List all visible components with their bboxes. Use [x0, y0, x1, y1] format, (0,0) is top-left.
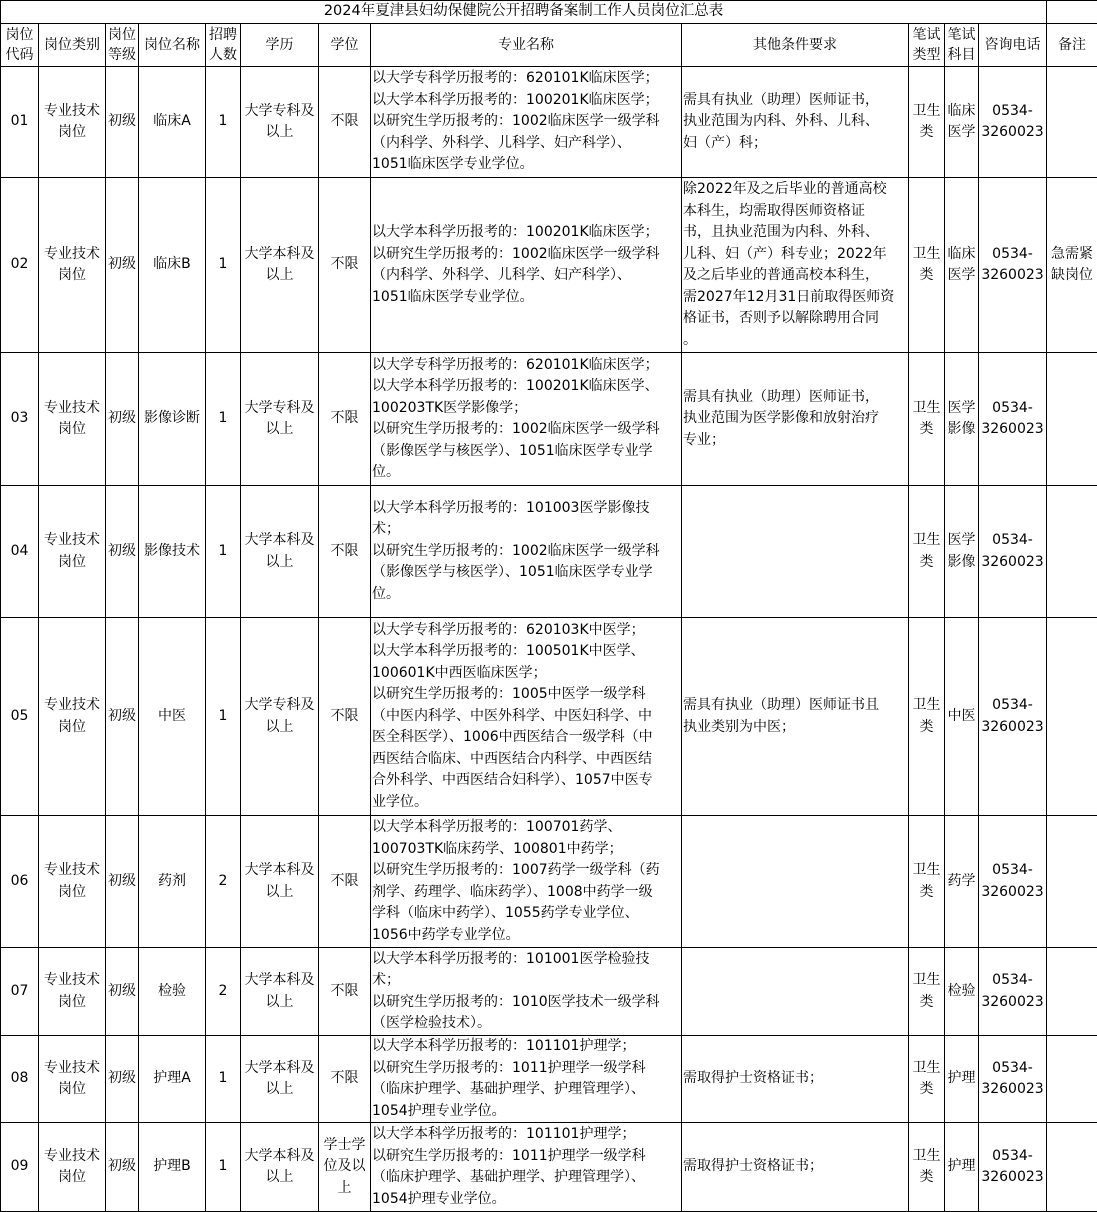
column-header: 岗位 等级 [106, 24, 139, 67]
cell-education: 大学本科及 以上 [241, 486, 319, 618]
cell-count: 2 [206, 948, 241, 1036]
cell-category: 专业技术 岗位 [39, 816, 106, 948]
cell-note [1047, 67, 1097, 178]
cell-exam-type: 卫生 类 [909, 816, 945, 948]
cell-level: 初级 [106, 948, 139, 1036]
column-header: 笔试 类型 [909, 24, 945, 67]
cell-code: 07 [1, 948, 39, 1036]
cell-note [1047, 353, 1097, 486]
cell-degree: 不限 [319, 353, 371, 486]
table-row [1, 816, 1097, 948]
header-row [1, 24, 1097, 67]
cell-other [682, 816, 909, 948]
column-header: 备注 [1047, 24, 1097, 67]
cell-exam-type: 卫生 类 [909, 486, 945, 618]
cell-other: 需取得护士资格证书； [682, 1123, 909, 1212]
cell-exam-type: 卫生 类 [909, 67, 945, 178]
cell-exam-subject: 检验 [945, 948, 979, 1036]
cell-education: 大学专科及 以上 [241, 618, 319, 816]
cell-education: 大学本科及 以上 [241, 178, 319, 353]
cell-phone: 0534- 3260023 [979, 816, 1047, 948]
cell-exam-subject: 医学 影像 [945, 353, 979, 486]
cell-code: 05 [1, 618, 39, 816]
cell-code: 01 [1, 67, 39, 178]
cell-category: 专业技术 岗位 [39, 486, 106, 618]
cell-exam-type: 卫生 类 [909, 178, 945, 353]
cell-exam-subject: 临床 医学 [945, 178, 979, 353]
cell-category: 专业技术 岗位 [39, 67, 106, 178]
cell-level: 初级 [106, 1123, 139, 1212]
table-row [1, 67, 1097, 178]
cell-phone: 0534- 3260023 [979, 178, 1047, 353]
cell-phone: 0534- 3260023 [979, 948, 1047, 1036]
cell-category: 专业技术 岗位 [39, 948, 106, 1036]
cell-major: 以大学本科学历报考的：101003医学影像技 术； 以研究生学历报考的：1002临床医学一级学科 （影像医学与核医学）、1051临床医学专业学 位。 [371, 486, 682, 618]
table-row [1, 618, 1097, 816]
cell-exam-type: 卫生 类 [909, 1036, 945, 1123]
cell-name: 护理A [139, 1036, 206, 1123]
cell-code: 09 [1, 1123, 39, 1212]
cell-education: 大学专科及 以上 [241, 353, 319, 486]
cell-level: 初级 [106, 486, 139, 618]
cell-degree: 不限 [319, 486, 371, 618]
cell-note [1047, 1036, 1097, 1123]
cell-name: 护理B [139, 1123, 206, 1212]
cell-category: 专业技术 岗位 [39, 1123, 106, 1212]
cell-major: 以大学本科学历报考的：101001医学检验技 术； 以研究生学历报考的：1010医学技术一级学科 （医学检验技术）。 [371, 948, 682, 1036]
cell-level: 初级 [106, 816, 139, 948]
cell-phone: 0534- 3260023 [979, 1036, 1047, 1123]
cell-note [1047, 618, 1097, 816]
cell-major: 以大学本科学历报考的：100201K临床医学； 以研究生学历报考的：1002临床医学一级学科 （内科学、外科学、儿科学、妇产科学）、 1051临床医学专业学位。 [371, 178, 682, 353]
cell-major: 以大学本科学历报考的：100701药学、 100703TK临床药学、100801中药学； 以研究生学历报考的：1007药学一级学科（药 剂学、药理学、临床药学）、1008中药学一级 学科（临床中药学）、1055药学专业学位、 1056中药学专业学位。 [371, 816, 682, 948]
cell-count: 1 [206, 618, 241, 816]
cell-note [1047, 948, 1097, 1036]
cell-exam-subject: 中医 [945, 618, 979, 816]
cell-phone: 0534- 3260023 [979, 486, 1047, 618]
cell-degree: 不限 [319, 948, 371, 1036]
cell-education: 大学专科及 以上 [241, 67, 319, 178]
cell-level: 初级 [106, 178, 139, 353]
cell-other: 需具有执业（助理）医师证书， 执业范围为医学影像和放射治疗 专业； [682, 353, 909, 486]
cell-phone: 0534- 3260023 [979, 353, 1047, 486]
cell-education: 大学本科及 以上 [241, 948, 319, 1036]
cell-code: 03 [1, 353, 39, 486]
column-header: 岗位类别 [39, 24, 106, 67]
cell-name: 影像技术 [139, 486, 206, 618]
cell-level: 初级 [106, 353, 139, 486]
table-row [1, 353, 1097, 486]
cell-name: 临床B [139, 178, 206, 353]
table-row [1, 486, 1097, 618]
cell-count: 2 [206, 816, 241, 948]
cell-exam-type: 卫生 类 [909, 948, 945, 1036]
cell-exam-type: 卫生 类 [909, 353, 945, 486]
cell-note [1047, 1123, 1097, 1212]
column-header: 其他条件要求 [682, 24, 909, 67]
cell-count: 1 [206, 353, 241, 486]
cell-major: 以大学本科学历报考的：101101护理学； 以研究生学历报考的：1011护理学一级学科 （临床护理学、基础护理学、护理管理学）、 1054护理专业学位。 [371, 1123, 682, 1212]
cell-note [1047, 816, 1097, 948]
column-header: 笔试 科目 [945, 24, 979, 67]
cell-code: 06 [1, 816, 39, 948]
cell-exam-subject: 药学 [945, 816, 979, 948]
column-header: 咨询电话 [979, 24, 1047, 67]
cell-degree: 学士学 位及以 上 [319, 1123, 371, 1212]
cell-name: 药剂 [139, 816, 206, 948]
cell-other: 需具有执业（助理）医师证书， 执业范围为内科、外科、儿科、 妇（产）科； [682, 67, 909, 178]
cell-degree: 不限 [319, 1036, 371, 1123]
table-row [1, 178, 1097, 353]
cell-count: 1 [206, 486, 241, 618]
cell-count: 1 [206, 1123, 241, 1212]
cell-phone: 0534- 3260023 [979, 1123, 1047, 1212]
table-row [1, 948, 1097, 1036]
cell-other [682, 948, 909, 1036]
cell-exam-type: 卫生 类 [909, 1123, 945, 1212]
cell-exam-type: 卫生 类 [909, 618, 945, 816]
cell-other: 需取得护士资格证书； [682, 1036, 909, 1123]
cell-exam-subject: 护理 [945, 1036, 979, 1123]
column-header: 学位 [319, 24, 371, 67]
table-title: 2024年夏津县妇幼保健院公开招聘备案制工作人员岗位汇总表 [1, 1, 1047, 24]
cell-category: 专业技术 岗位 [39, 1036, 106, 1123]
cell-count: 1 [206, 67, 241, 178]
cell-exam-subject: 临床 医学 [945, 67, 979, 178]
cell-major: 以大学本科学历报考的：101101护理学； 以研究生学历报考的：1011护理学一级学科 （临床护理学、基础护理学、护理管理学）、 1054护理专业学位。 [371, 1036, 682, 1123]
cell-code: 02 [1, 178, 39, 353]
cell-count: 1 [206, 178, 241, 353]
cell-degree: 不限 [319, 816, 371, 948]
cell-name: 中医 [139, 618, 206, 816]
cell-other: 需具有执业（助理）医师证书且 执业类别为中医； [682, 618, 909, 816]
cell-category: 专业技术 岗位 [39, 178, 106, 353]
cell-other [682, 486, 909, 618]
cell-note [1047, 486, 1097, 618]
cell-education: 大学本科及 以上 [241, 1123, 319, 1212]
cell-major: 以大学专科学历报考的：620101K临床医学； 以大学本科学历报考的：100201K临床医学、 100203TK医学影像学； 以研究生学历报考的：1002临床医学一级学科 （影像医学与核医学）、1051临床医学专业学 位。 [371, 353, 682, 486]
cell-count: 1 [206, 1036, 241, 1123]
cell-major: 以大学专科学历报考的：620103K中医学； 以大学本科学历报考的：100501K中医学、 100601K中西医临床医学； 以研究生学历报考的：1005中医学一级学科 （中医内科学、中医外科学、中医妇科学、中 医全科医学）、1006中西医结合一级学科（中 西医结合临床、中西医结合内科学、中西医结 合外科学、中西医结合妇科学）、1057中医专 业学位。 [371, 618, 682, 816]
column-header: 岗位 代码 [1, 24, 39, 67]
cell-degree: 不限 [319, 67, 371, 178]
cell-other: 除2022年及之后毕业的普通高校 本科生，均需取得医师资格证 书，且执业范围为内科、外科、 儿科、妇（产）科专业；2022年 及之后毕业的普通高校本科生， 需2027年12月31日前取得医师资 格证书，否则予以解除聘用合同 。 [682, 178, 909, 353]
column-header: 招聘 人数 [206, 24, 241, 67]
table-row [1, 1123, 1097, 1212]
column-header: 岗位名称 [139, 24, 206, 67]
cell-phone: 0534- 3260023 [979, 618, 1047, 816]
cell-phone: 0534- 3260023 [979, 67, 1047, 178]
cell-degree: 不限 [319, 178, 371, 353]
cell-major: 以大学专科学历报考的：620101K临床医学； 以大学本科学历报考的：100201K临床医学； 以研究生学历报考的：1002临床医学一级学科 （内科学、外科学、儿科学、妇产科学）、 1051临床医学专业学位。 [371, 67, 682, 178]
cell-level: 初级 [106, 618, 139, 816]
table-row [1, 1036, 1097, 1123]
title-row [1, 1, 1097, 24]
column-header: 专业名称 [371, 24, 682, 67]
title-empty-cell [1047, 1, 1097, 24]
cell-code: 04 [1, 486, 39, 618]
cell-exam-subject: 护理 [945, 1123, 979, 1212]
cell-category: 专业技术 岗位 [39, 353, 106, 486]
cell-education: 大学本科及 以上 [241, 816, 319, 948]
cell-exam-subject: 医学 影像 [945, 486, 979, 618]
cell-name: 影像诊断 [139, 353, 206, 486]
column-header: 学历 [241, 24, 319, 67]
cell-education: 大学本科及 以上 [241, 1036, 319, 1123]
cell-note: 急需紧 缺岗位 [1047, 178, 1097, 353]
cell-category: 专业技术 岗位 [39, 618, 106, 816]
cell-degree: 不限 [319, 618, 371, 816]
cell-name: 临床A [139, 67, 206, 178]
cell-code: 08 [1, 1036, 39, 1123]
cell-level: 初级 [106, 1036, 139, 1123]
cell-level: 初级 [106, 67, 139, 178]
cell-name: 检验 [139, 948, 206, 1036]
